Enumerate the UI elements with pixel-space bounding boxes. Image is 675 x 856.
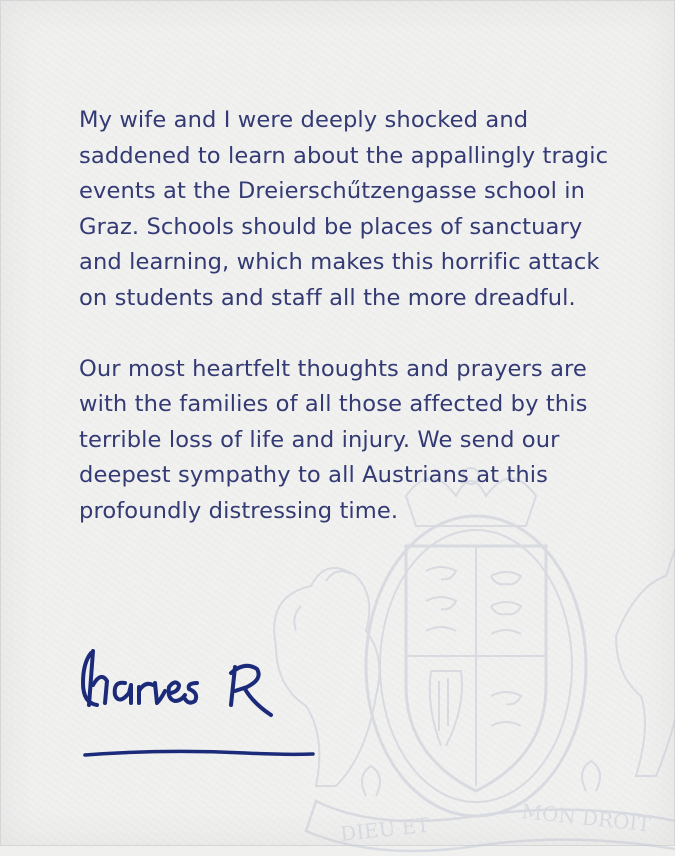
motto-right: MON DROIT (520, 799, 652, 837)
motto-left: DIEU ET (339, 812, 431, 846)
letter-body (79, 103, 619, 529)
letter-paragraph-1: My wife and I were deeply shocked and saddened to learn about the appallingly tragic events at the Dreierschűtzengasse school in Graz. Schools should be places of sanctuary and learning, which makes this horrific attack on students and staff all the more dreadful. (79, 107, 609, 311)
letter-paragraph-2: Our most heartfelt thoughts and prayers are with the families of all those affected by this terrible loss of life and injury. We send our deepest sympathy to all Austrians at this profoundly distressing time. (79, 355, 588, 524)
handwritten-signature (75, 643, 325, 773)
